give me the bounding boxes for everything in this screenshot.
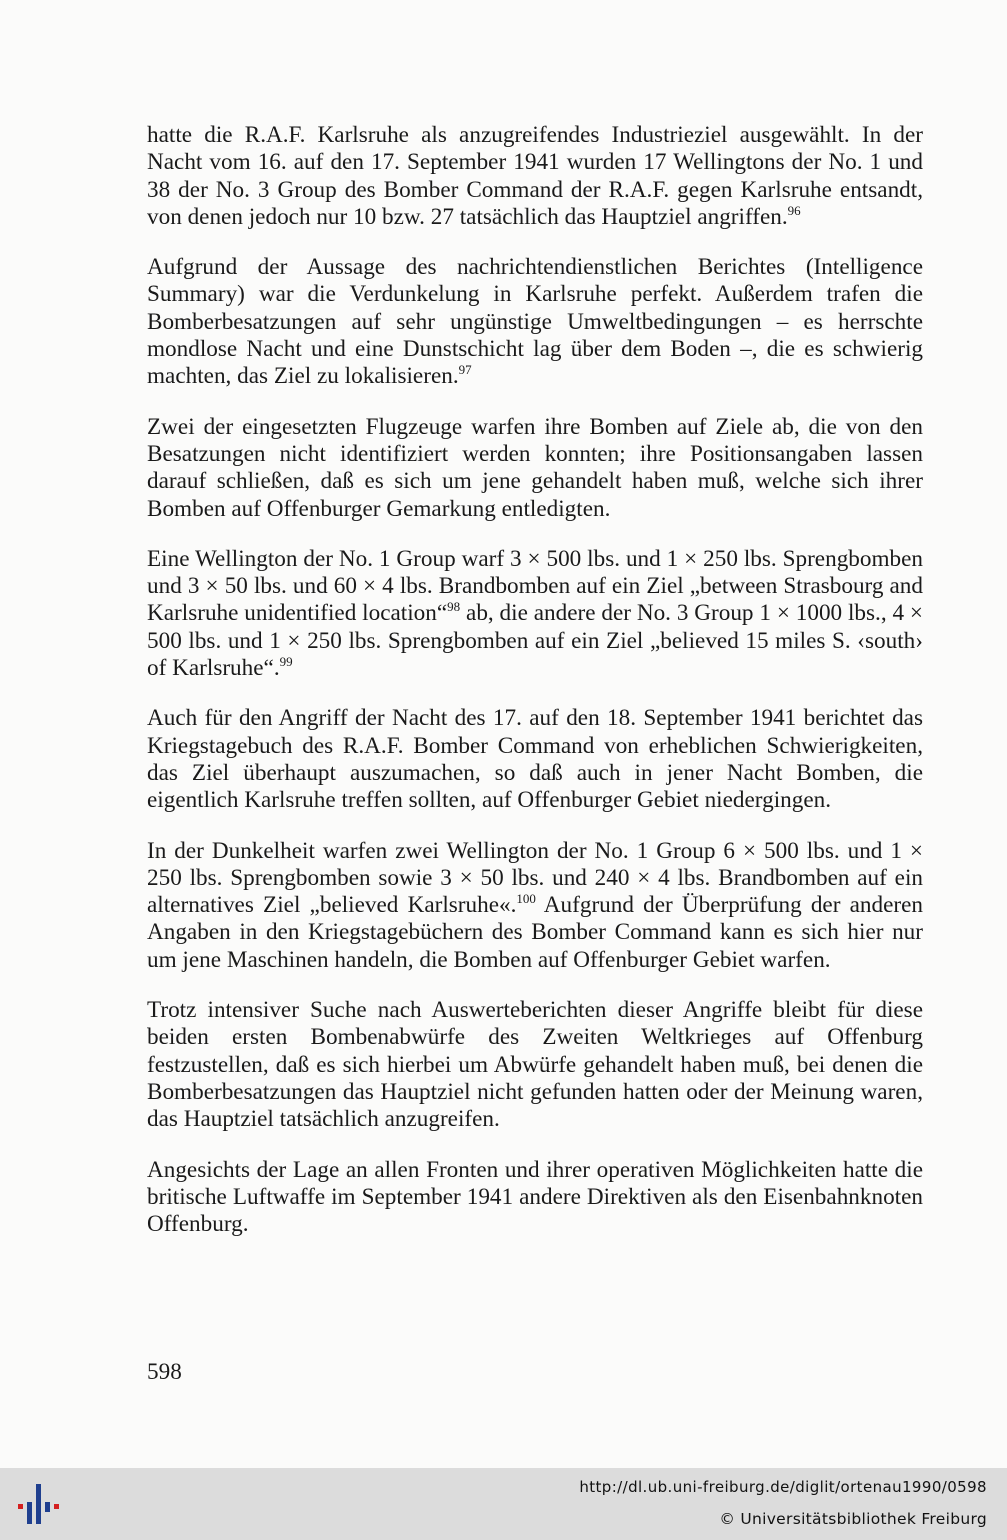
permalink-url[interactable]: http://dl.ub.uni-freiburg.de/diglit/ortenau1990/0598 bbox=[579, 1478, 987, 1496]
paragraph-text: Eine Wellington der No. 1 Group warf 3 × 500 lbs. und 1 × 250 lbs. Sprengbomben und 3 × 50 lbs. und 60 × 4 lbs. Brandbomben auf ein Ziel „between Strasbourg and Karlsruhe unidentified location“ bbox=[147, 545, 923, 627]
paragraph-text: Aufgrund der Überprüfung der anderen Angaben in den Kriegstagebüchern des Bomber Command kann es sich hier nur um jene Maschinen handeln, die Bomben auf Offenburger Gebiet warfen. bbox=[147, 892, 924, 973]
paragraph-text: Auch für den Angriff der Nacht des 17. auf den 18. September 1941 berichtet das Kriegstagebuch des R.A.F. Bomber Command von erheblichen Schwierigkeiten, das Ziel überhaupt auszumachen, so daß auch in jener Nacht Bomben, die eigentlich Karlsruhe treffen sollten, auf Offenburger Gebiet niedergingen. bbox=[147, 705, 923, 814]
paragraph-text: ab, die andere der No. 3 Group 1 × 1000 lbs., 4 × 500 lbs. und 1 × 250 lbs. Sprengbomben auf ein Ziel „believed 15 miles S. ‹south› of Karlsruhe“. bbox=[147, 600, 924, 682]
paragraph-text: In der Dunkelheit warfen zwei Wellington der No. 1 Group 6 × 500 lbs. und 1 × 250 lbs. Sprengbomben sowie 3 × 50 lbs. und 240 × 4 lbs. Brandbomben auf ein alternatives Ziel „believed Karlsruhe«. bbox=[147, 837, 923, 919]
logo-bar-1 bbox=[27, 1502, 32, 1524]
paragraph bbox=[147, 414, 923, 523]
paragraph bbox=[147, 254, 923, 390]
paragraph-text: hatte die R.A.F. Karlsruhe als anzugreifendes Industrieziel ausgewählt. In der Nacht vom 16. auf den 17. September 1941 wurden 17 Wellingtons der No. 1 und 38 der No. 3 Group des Bomber Command der R.A.F. gegen Karlsruhe entsandt, von denen jedoch nur 10 bzw. 27 tatsächlich das Hauptziel angriffen. bbox=[147, 122, 923, 230]
page-text bbox=[147, 122, 923, 1261]
paragraph bbox=[147, 1157, 923, 1239]
logo-bar-left-red bbox=[18, 1504, 23, 1509]
page-number: 598 bbox=[147, 1359, 182, 1385]
logo-bar-right-red bbox=[54, 1504, 59, 1509]
footnote-marker: 96 bbox=[787, 202, 801, 218]
paragraph bbox=[147, 705, 923, 814]
paragraph-text: Zwei der eingesetzten Flugzeuge warfen ihre Bomben auf Ziele ab, die von den Besatzungen nicht identifiziert werden konnten; ihre Positionsangaben lassen darauf schließen, daß es sich um jene gehandelt haben muß, welche sich ihrer Bomben auf Offenburger Gemarkung entledigten. bbox=[147, 413, 923, 522]
paragraph-text: Angesichts der Lage an allen Fronten und ihrer operativen Möglichkeiten hatte die britische Luftwaffe im September 1941 andere Direktiven als den Eisenbahnknoten Offenburg. bbox=[147, 1156, 923, 1238]
paragraph bbox=[147, 838, 923, 974]
logo-bar-3 bbox=[45, 1502, 50, 1512]
footnote-marker: 99 bbox=[279, 654, 293, 670]
footnote-marker: 97 bbox=[458, 362, 472, 378]
footer-bar bbox=[0, 1468, 1007, 1540]
paragraph bbox=[147, 122, 923, 231]
footnote-marker: 100 bbox=[516, 891, 536, 907]
logo-bar-2 bbox=[36, 1484, 41, 1524]
paragraph bbox=[147, 546, 923, 682]
paragraph bbox=[147, 997, 923, 1133]
ub-freiburg-logo-icon bbox=[14, 1478, 66, 1532]
footnote-marker: 98 bbox=[447, 599, 461, 615]
paragraph-text: Aufgrund der Aussage des nachrichtendienstlichen Berichtes (Intelligence Summary) war die Verdunkelung in Karlsruhe perfekt. Außerdem trafen die Bomberbesatzungen auf sehr ungünstige Umweltbedingungen – es herrschte mondlose Nacht und eine Dunstschicht lag über dem Boden –, die es schwierig machten, das Ziel zu lokalisieren. bbox=[147, 254, 923, 390]
copyright-notice: © Universitätsbibliothek Freiburg bbox=[719, 1510, 987, 1528]
paragraph-text: Trotz intensiver Suche nach Auswerteberichten dieser Angriffe bleibt für diese beiden ersten Bombenabwürfe des Zweiten Weltkrieges auf Offenburg festzustellen, daß es sich hierbei um Abwürfe gehandelt haben muß, bei denen die Bomberbesatzungen das Hauptziel nicht gefunden hatten oder der Meinung waren, das Hauptziel tatsächlich anzugreifen. bbox=[147, 997, 923, 1133]
